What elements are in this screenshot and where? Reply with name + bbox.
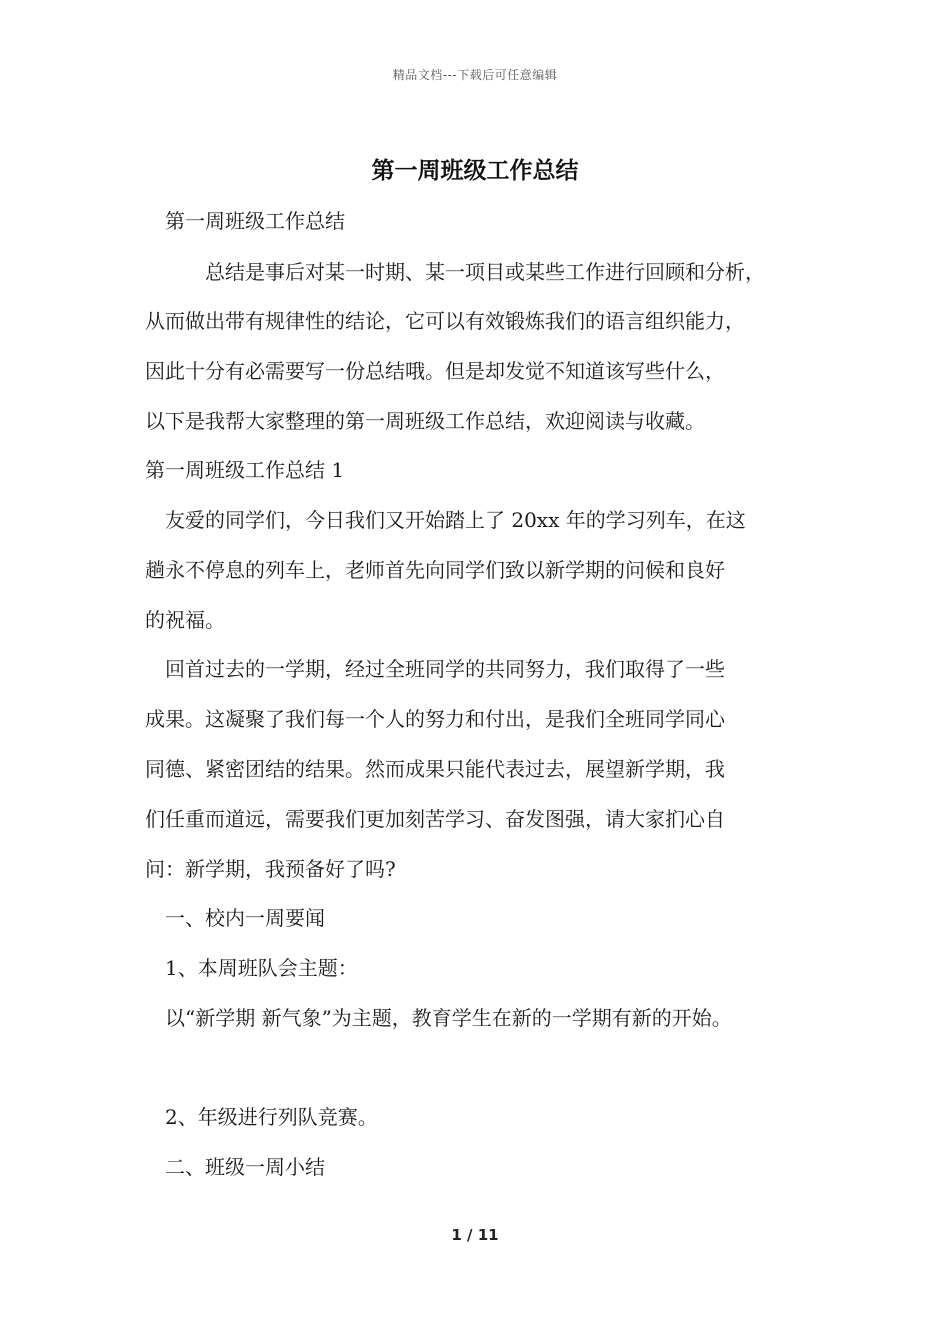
paragraph-line: 从而做出带有规律性的结论，它可以有效锻炼我们的语言组织能力， <box>145 309 745 333</box>
section-heading: 一、校内一周要闻 <box>165 906 325 930</box>
page-header: 精品文档---下载后可任意编辑 <box>392 68 558 82</box>
section-heading: 第一周班级工作总结 1 <box>145 458 345 482</box>
paragraph-line: 趟永不停息的列车上，老师首先向同学们致以新学期的问候和良好 <box>145 558 725 582</box>
paragraph-line: 们任重而道远，需要我们更加刻苦学习、奋发图强，请大家扪心自 <box>145 807 725 831</box>
paragraph-line: 友爱的同学们，今日我们又开始踏上了 20xx 年的学习列车，在这 <box>165 508 746 532</box>
paragraph-line: 以“新学期 新气象”为主题，教育学生在新的一学期有新的开始。 <box>165 1006 732 1030</box>
paragraph-line: 因此十分有必需要写一份总结哦。但是却发觉不知道该写些什么， <box>145 359 725 383</box>
section-heading: 二、班级一周小结 <box>165 1155 325 1179</box>
list-item: 2、年级进行列队竞赛。 <box>165 1105 378 1129</box>
subtitle-line: 第一周班级工作总结 <box>165 209 345 233</box>
paragraph-line: 问：新学期，我预备好了吗? <box>145 857 396 881</box>
paragraph-line: 回首过去的一学期，经过全班同学的共同努力，我们取得了一些 <box>165 657 725 681</box>
paragraph-line: 同德、紧密团结的结果。然而成果只能代表过去，展望新学期，我 <box>145 757 725 781</box>
page-indicator: 1 / 11 <box>451 1226 499 1244</box>
paragraph-line: 以下是我帮大家整理的第一周班级工作总结，欢迎阅读与收藏。 <box>145 409 705 433</box>
paragraph-line: 成果。这凝聚了我们每一个人的努力和付出，是我们全班同学同心 <box>145 707 725 731</box>
document-title: 第一周班级工作总结 <box>371 157 579 184</box>
paragraph-line: 总结是事后对某一时期、某一项目或某些工作进行回顾和分析， <box>205 260 765 284</box>
list-item: 1、本周班队会主题： <box>165 956 358 980</box>
paragraph-line: 的祝福。 <box>145 608 225 632</box>
